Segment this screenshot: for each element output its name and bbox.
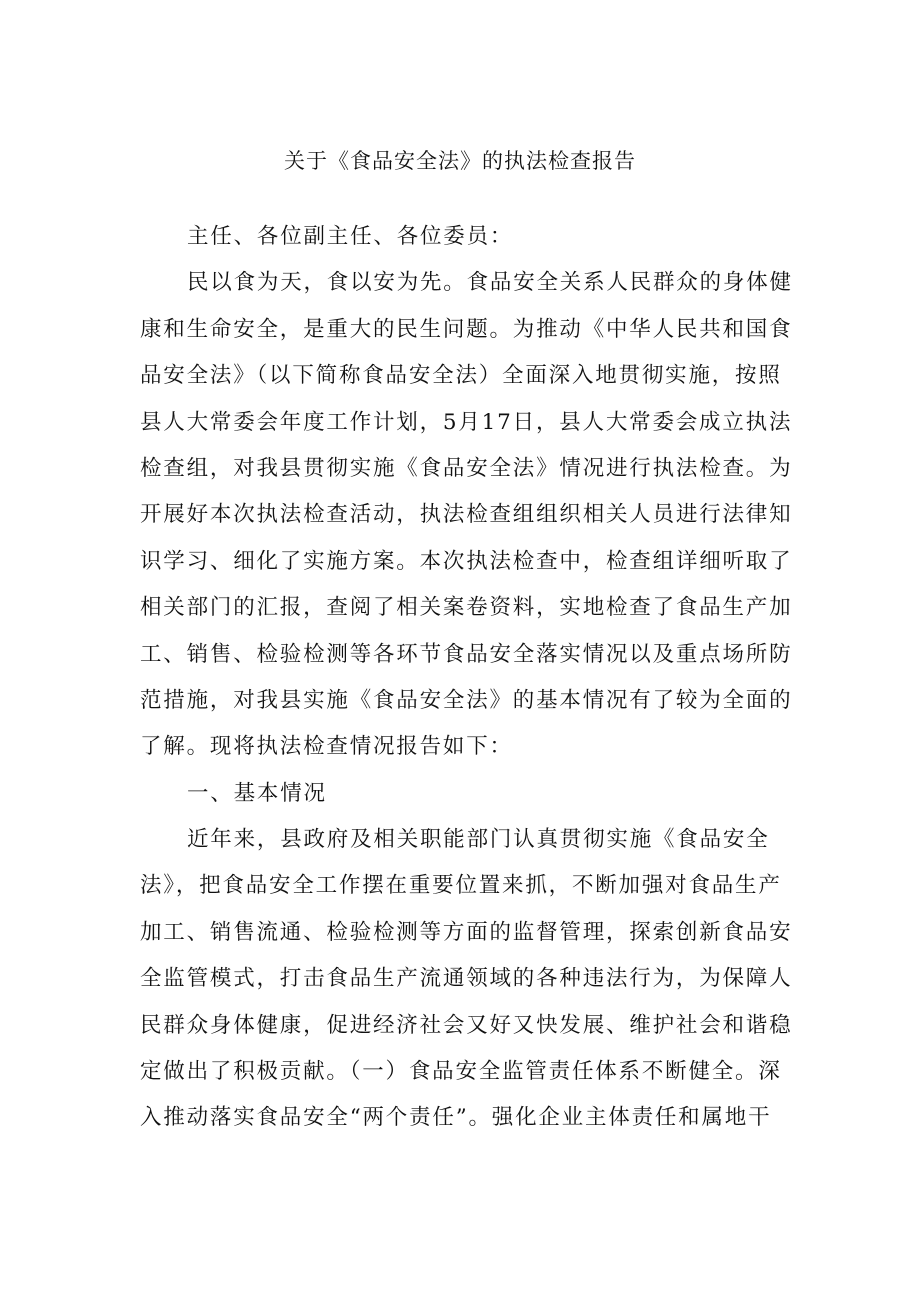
paragraph-1-line: 了解。现将执法检查情况报告如下：: [140, 734, 513, 760]
paragraph-2-line: 法》，把食品安全工作摆在重要位置来抓，不断加强对食品生产: [140, 873, 782, 899]
paragraph-1-line: 工、销售、检验检测等各环节食品安全落实情况以及重点场所防: [140, 641, 793, 667]
paragraph-2-line: 民群众身体健康，促进经济社会又好又快发展、维护社会和谐稳: [140, 1012, 793, 1038]
salutation: 主任、各位副主任、各位委员：: [187, 224, 514, 249]
paragraph-1-line: 县人大常委会年度工作计划，5月17日，县人大常委会成立执法: [140, 409, 793, 435]
paragraph-1-line: 相关部门的汇报，查阅了相关案卷资料，实地检查了食品生产加: [140, 595, 793, 621]
paragraph-2-line: 定做出了积极贡献。（一）食品安全监管责任体系不断健全。深: [140, 1059, 782, 1085]
paragraph-1-line: 范措施，对我县实施《食品安全法》的基本情况有了较为全面的: [140, 687, 793, 713]
paragraph-2-line: 全监管模式，打击食品生产流通领域的各种违法行为，为保障人: [140, 966, 793, 992]
paragraph-2-line: 入推动落实食品安全“两个责任”。强化企业主体责任和属地干: [140, 1105, 772, 1131]
paragraph-2-line: 近年来，县政府及相关职能部门认真贯彻实施《食品安全: [187, 827, 770, 853]
paragraph-2-line: 加工、销售流通、检验检测等方面的监督管理，探索创新食品安: [140, 919, 793, 945]
paragraph-1-line: 识学习、细化了实施方案。本次执法检查中，检查组详细听取了: [140, 548, 793, 574]
section-heading-basic-situation: 一、基本情况: [187, 780, 327, 806]
document-title: 关于《食品安全法》的执法检查报告: [284, 149, 636, 173]
paragraph-1-line: 民以食为天，食以安为先。食品安全关系人民群众的身体健: [187, 270, 793, 296]
paragraph-1-line: 康和生命安全，是重大的民生问题。为推动《中华人民共和国食: [140, 316, 793, 342]
paragraph-1-line: 品安全法》（以下简称食品安全法）全面深入地贯彻实施，按照: [140, 363, 782, 389]
document-body: [140, 214, 793, 1142]
paragraph-1-line: 开展好本次执法检查活动，执法检查组组织相关人员进行法律知: [140, 502, 793, 528]
paragraph-1-line: 检查组，对我县贯彻实施《食品安全法》情况进行执法检查。为: [140, 455, 793, 481]
